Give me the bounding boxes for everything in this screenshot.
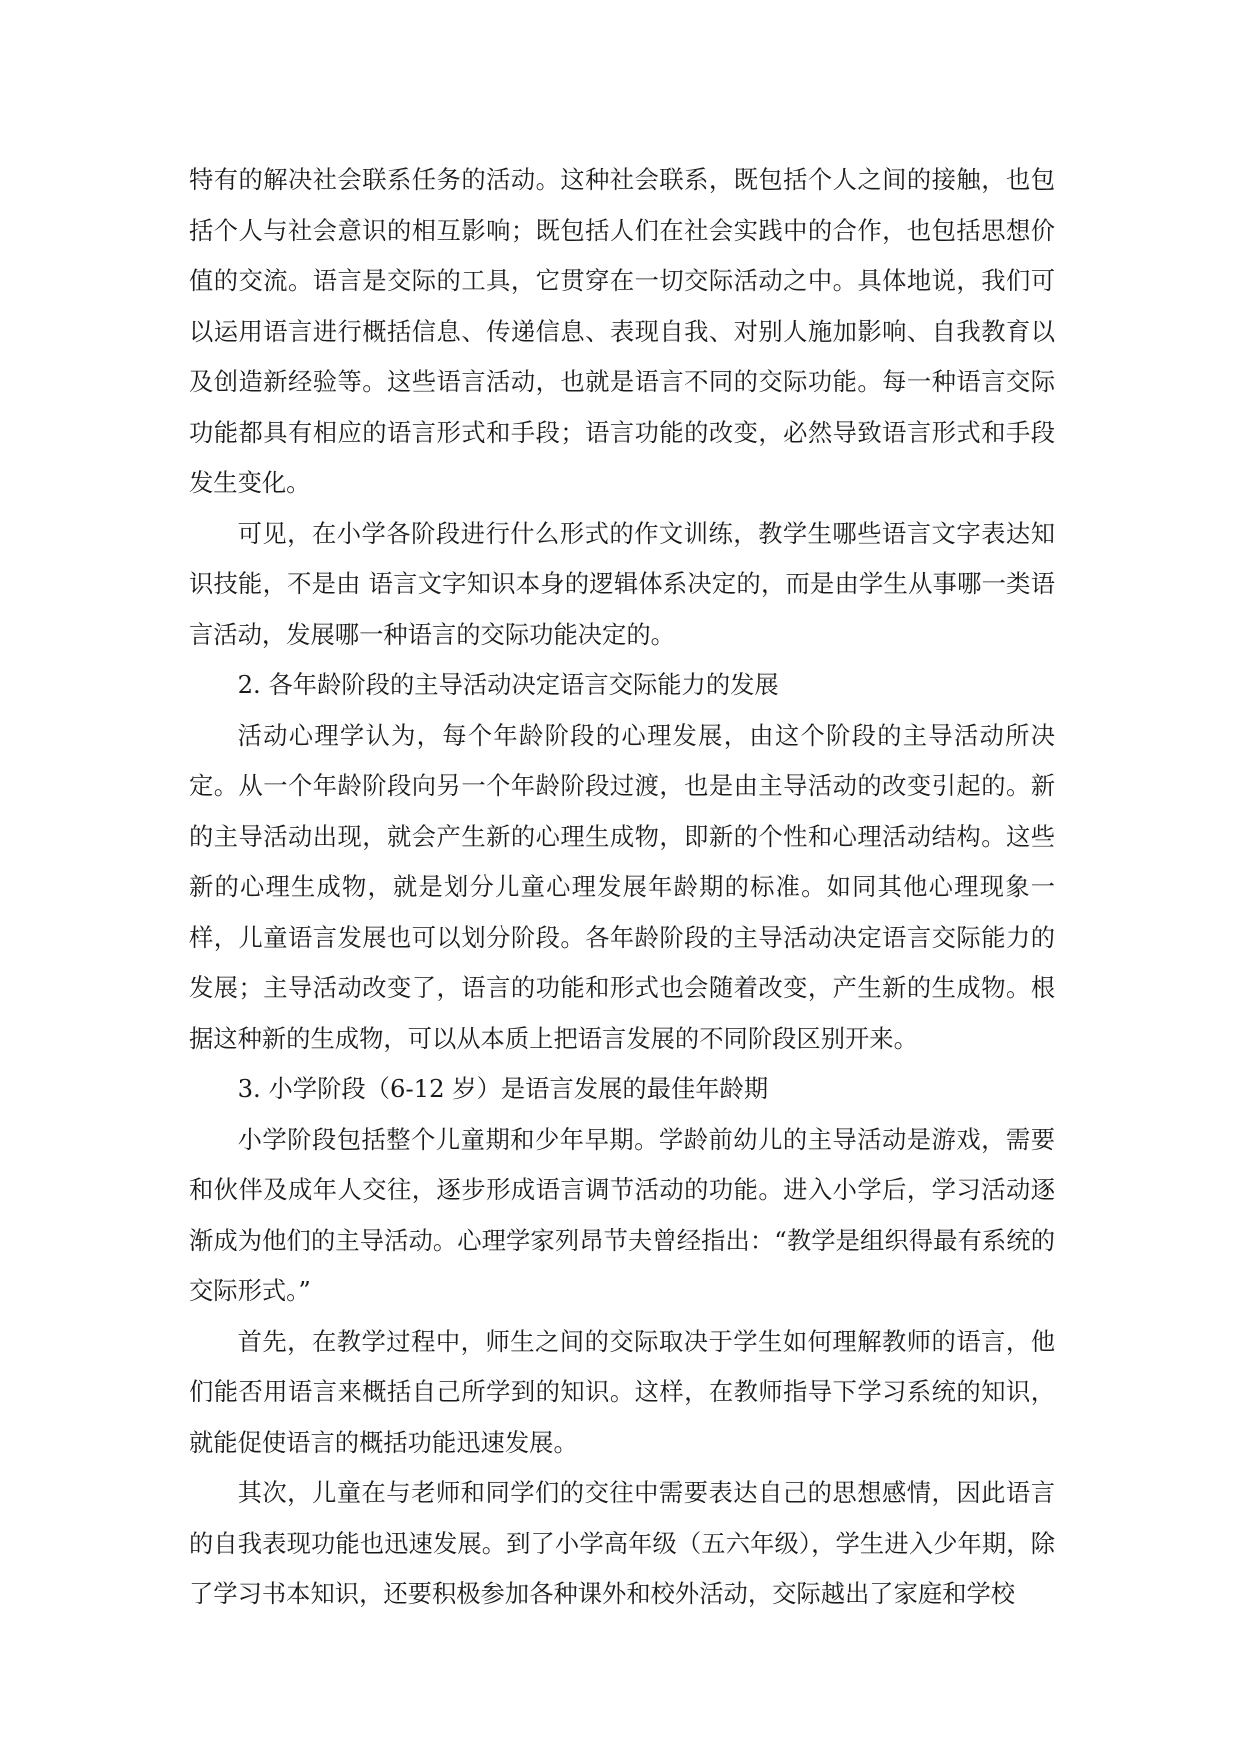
- paragraph: 可见，在小学各阶段进行什么形式的作文训练，教学生哪些语言文字表达知识技能，不是由 语言文字知识本身的逻辑体系决定的，而是由学生从事哪一类语言活动，发展哪一种语言的交际功能决定的。: [189, 518, 1055, 649]
- section-heading: 2. 各年龄阶段的主导活动决定语言交际能力的发展: [237, 670, 779, 699]
- section-heading: 3. 小学阶段（6-12 岁）是语言发展的最佳年龄期: [237, 1074, 769, 1103]
- paragraph: 活动心理学认为，每个年龄阶段的心理发展，由这个阶段的主导活动所决定。从一个年龄阶段向另一个年龄阶段过渡，也是由主导活动的改变引起的。新的主导活动出现，就会产生新的心理生成物，即新的个性和心理活动结构。这些新的心理生成物，就是划分儿童心理发展年龄期的标准。如同其他心理现象一样，儿童语言发展也可以划分阶段。各年龄阶段的主导活动决定语言交际能力的发展；主导活动改变了，语言的功能和形式也会随着改变，产生新的生成物。根据这种新的生成物，可以从本质上把语言发展的不同阶段区别开来。: [189, 720, 1055, 1053]
- paragraph-continuation: 特有的解决社会联系任务的活动。这种社会联系，既包括个人之间的接触，也包括个人与社会意识的相互影响；既包括人们在社会实践中的合作，也包括思想价值的交流。语言是交际的工具，它贯穿在一切交际活动之中。具体地说，我们可以运用语言进行概括信息、传递信息、表现自我、对别人施加影响、自我教育以及创造新经验等。这些语言活动，也就是语言不同的交际功能。每一种语言交际功能都具有相应的语言形式和手段；语言功能的改变，必然导致语言形式和手段发生变化。: [189, 165, 1055, 497]
- body-text: [189, 155, 1055, 1620]
- paragraph: 首先，在教学过程中，师生之间的交际取决于学生如何理解教师的语言，他们能否用语言来概括自己所学到的知识。这样，在教师指导下学习系统的知识，就能促使语言的概括功能迅速发展。: [189, 1326, 1055, 1457]
- paragraph: 小学阶段包括整个儿童期和少年早期。学龄前幼儿的主导活动是游戏，需要和伙伴及成年人交往，逐步形成语言调节活动的功能。进入小学后，学习活动逐渐成为他们的主导活动。心理学家列昂节夫曾经指出：“教学是组织得最有系统的交际形式。”: [189, 1124, 1055, 1305]
- paragraph: 其次，儿童在与老师和同学们的交往中需要表达自己的思想感情，因此语言的自我表现功能也迅速发展。到了小学高年级（五六年级），学生进入少年期，除了学习书本知识，还要积极参加各种课外和校外活动，交际越出了家庭和学校: [189, 1478, 1055, 1608]
